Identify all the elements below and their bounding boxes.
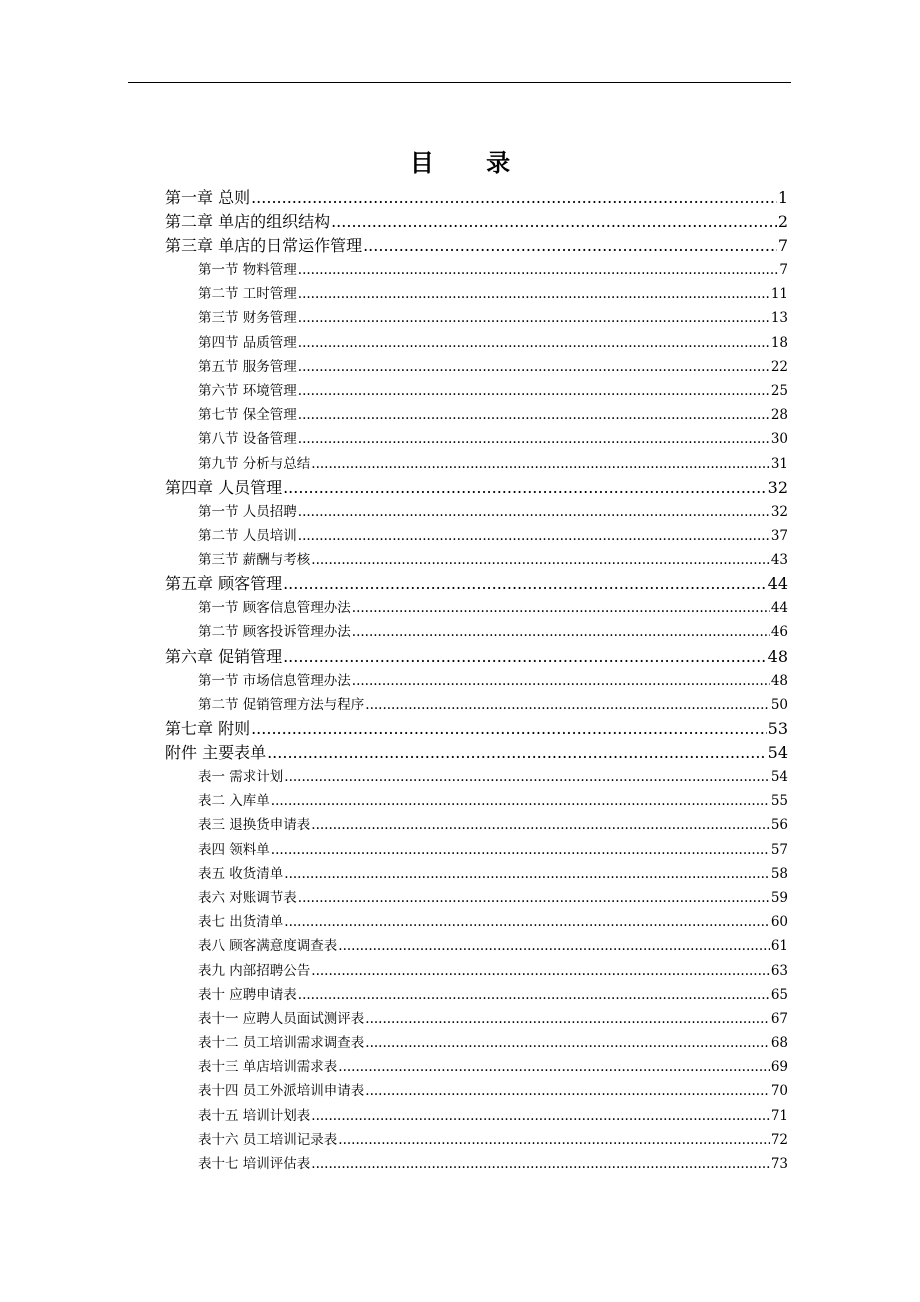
toc-entry-label: 第二节 工时管理 xyxy=(198,286,297,303)
toc-dot-leader xyxy=(352,669,770,693)
toc-dot-leader xyxy=(283,476,767,500)
toc-entry-label: 第五节 服务管理 xyxy=(198,358,297,375)
toc-dot-leader xyxy=(311,548,770,572)
toc-dot-leader xyxy=(311,452,770,476)
toc-entry-label: 第三章 单店的日常运作管理 xyxy=(165,236,363,255)
toc-page-number: 28 xyxy=(770,407,788,424)
toc-entry-label: 第四章 人员管理 xyxy=(165,477,283,497)
toc-entry-label: 第八节 设备管理 xyxy=(198,431,297,448)
toc-page-number: 50 xyxy=(770,696,788,713)
toc-page-number: 18 xyxy=(770,334,788,351)
toc-section-entry[interactable] xyxy=(165,813,788,837)
toc-entry-label: 表九 内部招聘公告 xyxy=(198,962,311,979)
toc-entry-label: 第五章 顾客管理 xyxy=(165,574,283,594)
toc-section-entry[interactable] xyxy=(165,765,788,789)
toc-page-number: 32 xyxy=(770,503,788,520)
toc-dot-leader xyxy=(284,910,770,934)
toc-entry-label: 第七章 附则 xyxy=(165,719,251,738)
toc-dot-leader xyxy=(365,1079,770,1103)
toc-section-entry[interactable] xyxy=(165,910,788,934)
toc-chapter-entry[interactable] xyxy=(165,741,788,765)
toc-page-number: 67 xyxy=(770,1010,788,1027)
toc-page-number: 69 xyxy=(770,1059,788,1076)
toc-page-number: 13 xyxy=(770,310,788,327)
toc-page-number: 55 xyxy=(770,793,788,810)
toc-page-number: 44 xyxy=(767,574,788,594)
toc-entry-label: 表五 收货清单 xyxy=(198,865,284,882)
toc-dot-leader xyxy=(251,717,767,741)
toc-page-number: 57 xyxy=(770,841,788,858)
toc-dot-leader xyxy=(338,934,770,958)
toc-page-number: 11 xyxy=(770,286,788,303)
toc-dot-leader xyxy=(311,813,770,837)
toc-section-entry[interactable] xyxy=(165,1079,788,1103)
toc-page-number: 43 xyxy=(770,552,788,569)
toc-dot-leader xyxy=(298,403,770,427)
header-rule xyxy=(128,82,791,83)
toc-page-number: 59 xyxy=(770,889,788,906)
toc-entry-label: 表一 需求计划 xyxy=(198,769,284,785)
toc-section-entry[interactable] xyxy=(165,669,788,693)
toc-page-number: 70 xyxy=(770,1083,788,1100)
toc-entry-label: 表十五 培训计划表 xyxy=(198,1107,311,1124)
toc-entry-label: 第六节 环境管理 xyxy=(198,382,297,399)
toc-dot-leader xyxy=(267,741,767,765)
toc-page-number: 54 xyxy=(770,769,788,785)
toc-section-entry[interactable] xyxy=(165,427,788,451)
toc-page-number: 7 xyxy=(777,236,788,255)
toc-entry-label: 表十 应聘申请表 xyxy=(198,986,297,1003)
toc-section-entry[interactable] xyxy=(165,789,788,813)
toc-entry-label: 表十六 员工培训记录表 xyxy=(198,1131,338,1148)
toc-section-entry[interactable] xyxy=(165,524,788,548)
toc-page-number: 61 xyxy=(770,938,788,955)
toc-dot-leader xyxy=(298,500,770,524)
toc-dot-leader xyxy=(363,234,777,258)
toc-dot-leader xyxy=(271,789,770,813)
toc-section-entry[interactable] xyxy=(165,1055,788,1079)
toc-dot-leader xyxy=(298,886,770,910)
toc-dot-leader xyxy=(298,282,770,306)
toc-section-entry[interactable] xyxy=(165,983,788,1007)
toc-page-number: 54 xyxy=(767,743,788,762)
toc-section-entry[interactable] xyxy=(165,1104,788,1128)
toc-entry-label: 第三节 薪酬与考核 xyxy=(198,552,311,569)
toc-entry-label: 第一节 物料管理 xyxy=(198,262,297,278)
toc-page-number: 37 xyxy=(770,527,788,544)
toc-page-number: 48 xyxy=(767,646,788,666)
toc-page-number: 65 xyxy=(770,986,788,1003)
toc-dot-leader xyxy=(298,524,770,548)
toc-section-entry[interactable] xyxy=(165,959,788,983)
toc-entry-label: 表十七 培训评估表 xyxy=(198,1156,311,1172)
toc-section-entry[interactable] xyxy=(165,1007,788,1031)
toc-section-entry[interactable] xyxy=(165,693,788,717)
toc-page-number: 31 xyxy=(770,455,788,472)
toc-entry-label: 表十四 员工外派培训申请表 xyxy=(198,1083,365,1100)
toc-page-number: 71 xyxy=(770,1107,788,1124)
toc-page-number: 32 xyxy=(767,477,788,497)
toc-entry-label: 表十二 员工培训需求调查表 xyxy=(198,1035,365,1052)
toc-section-entry[interactable] xyxy=(165,331,788,355)
toc-dot-leader xyxy=(298,306,770,330)
toc-page-number: 7 xyxy=(779,262,788,278)
toc-dot-leader xyxy=(298,258,779,282)
toc-page-number: 58 xyxy=(770,865,788,882)
toc-title: 目 录 xyxy=(409,149,533,177)
toc-dot-leader xyxy=(298,983,770,1007)
toc-section-entry[interactable] xyxy=(165,934,788,958)
toc-section-entry[interactable] xyxy=(165,355,788,379)
toc-page-number: 56 xyxy=(770,817,788,834)
toc-entry-label: 表十三 单店培训需求表 xyxy=(198,1059,338,1076)
toc-entry-label: 第六章 促销管理 xyxy=(165,646,283,666)
toc-section-entry[interactable] xyxy=(165,452,788,476)
toc-dot-leader xyxy=(284,862,770,886)
toc-entry-label: 第七节 保全管理 xyxy=(198,407,297,424)
toc-section-entry[interactable] xyxy=(165,886,788,910)
toc-page-number: 46 xyxy=(770,624,788,641)
toc-entry-label: 第四节 品质管理 xyxy=(198,334,297,351)
toc-dot-leader xyxy=(271,838,770,862)
toc-dot-leader xyxy=(338,1128,770,1152)
toc-entry-label: 表四 领料单 xyxy=(198,841,270,858)
toc-entry-label: 表六 对账调节表 xyxy=(198,889,297,906)
toc-section-entry[interactable] xyxy=(165,306,788,330)
toc-dot-leader xyxy=(338,1055,770,1079)
toc-dot-leader xyxy=(365,693,770,717)
toc-page-number: 2 xyxy=(777,212,788,231)
toc-page-number: 25 xyxy=(770,382,788,399)
toc-dot-leader xyxy=(298,379,770,403)
toc-chapter-entry[interactable] xyxy=(165,234,788,258)
toc-entry-label: 表十一 应聘人员面试测评表 xyxy=(198,1010,365,1027)
toc-dot-leader xyxy=(251,186,777,210)
toc-dot-leader xyxy=(331,210,777,234)
toc-entry-label: 表三 退换货申请表 xyxy=(198,817,311,834)
toc-page-number: 30 xyxy=(770,431,788,448)
toc-dot-leader xyxy=(311,1152,770,1176)
toc-dot-leader xyxy=(365,1031,770,1055)
toc-page-number: 72 xyxy=(770,1131,788,1148)
toc-section-entry[interactable] xyxy=(165,1031,788,1055)
toc-section-entry[interactable] xyxy=(165,620,788,644)
toc-dot-leader xyxy=(365,1007,770,1031)
toc-page-number: 22 xyxy=(770,358,788,375)
toc-entry-label: 第二章 单店的组织结构 xyxy=(165,212,331,231)
toc-section-entry[interactable] xyxy=(165,282,788,306)
toc-section-entry[interactable] xyxy=(165,838,788,862)
toc-page-number: 48 xyxy=(770,672,788,689)
toc-entry-label: 附件 主要表单 xyxy=(165,743,267,762)
toc-page-number: 60 xyxy=(770,914,788,931)
toc-chapter-entry[interactable] xyxy=(165,572,788,596)
toc-page-number: 63 xyxy=(770,962,788,979)
toc-page-number: 1 xyxy=(777,188,788,207)
toc-dot-leader xyxy=(298,427,770,451)
toc-page-number: 44 xyxy=(770,600,788,617)
toc-dot-leader xyxy=(352,620,770,644)
toc-chapter-entry[interactable] xyxy=(165,645,788,669)
toc-entry-label: 第一节 市场信息管理办法 xyxy=(198,672,351,689)
toc-entry-label: 第一节 人员招聘 xyxy=(198,503,297,520)
toc-section-entry[interactable] xyxy=(165,1152,788,1176)
toc-entry-label: 第二节 顾客投诉管理办法 xyxy=(198,624,351,641)
toc-section-entry[interactable] xyxy=(165,548,788,572)
toc-dot-leader xyxy=(298,355,770,379)
toc-dot-leader xyxy=(283,645,767,669)
toc-section-entry[interactable] xyxy=(165,403,788,427)
toc-section-entry[interactable] xyxy=(165,1128,788,1152)
toc-entry-label: 表二 入库单 xyxy=(198,793,270,810)
toc-dot-leader xyxy=(284,765,770,789)
toc-entry-label: 第二节 促销管理方法与程序 xyxy=(198,696,365,713)
toc-dot-leader xyxy=(311,1104,770,1128)
toc-entry-label: 第九节 分析与总结 xyxy=(198,455,311,472)
toc-page-number: 73 xyxy=(770,1156,788,1172)
toc-entry-label: 第三节 财务管理 xyxy=(198,310,297,327)
toc-entry-label: 第一章 总则 xyxy=(165,188,251,207)
toc-chapter-entry[interactable] xyxy=(165,186,788,210)
toc-dot-leader xyxy=(311,959,770,983)
toc-section-entry[interactable] xyxy=(165,500,788,524)
toc-page-number: 68 xyxy=(770,1035,788,1052)
toc-dot-leader xyxy=(352,596,770,620)
toc-entry-label: 第一节 顾客信息管理办法 xyxy=(198,600,351,617)
toc-chapter-entry[interactable] xyxy=(165,476,788,500)
toc-entry-label: 表七 出货清单 xyxy=(198,914,284,931)
toc-section-entry[interactable] xyxy=(165,862,788,886)
toc-section-entry[interactable] xyxy=(165,379,788,403)
toc-chapter-entry[interactable] xyxy=(165,717,788,741)
toc-section-entry[interactable] xyxy=(165,258,788,282)
toc-section-entry[interactable] xyxy=(165,596,788,620)
toc-chapter-entry[interactable] xyxy=(165,210,788,234)
toc-dot-leader xyxy=(298,331,770,355)
table-of-contents xyxy=(165,186,788,1176)
toc-entry-label: 表八 顾客满意度调查表 xyxy=(198,938,338,955)
toc-page-number: 53 xyxy=(767,719,788,738)
toc-entry-label: 第二节 人员培训 xyxy=(198,527,297,544)
toc-dot-leader xyxy=(283,572,767,596)
